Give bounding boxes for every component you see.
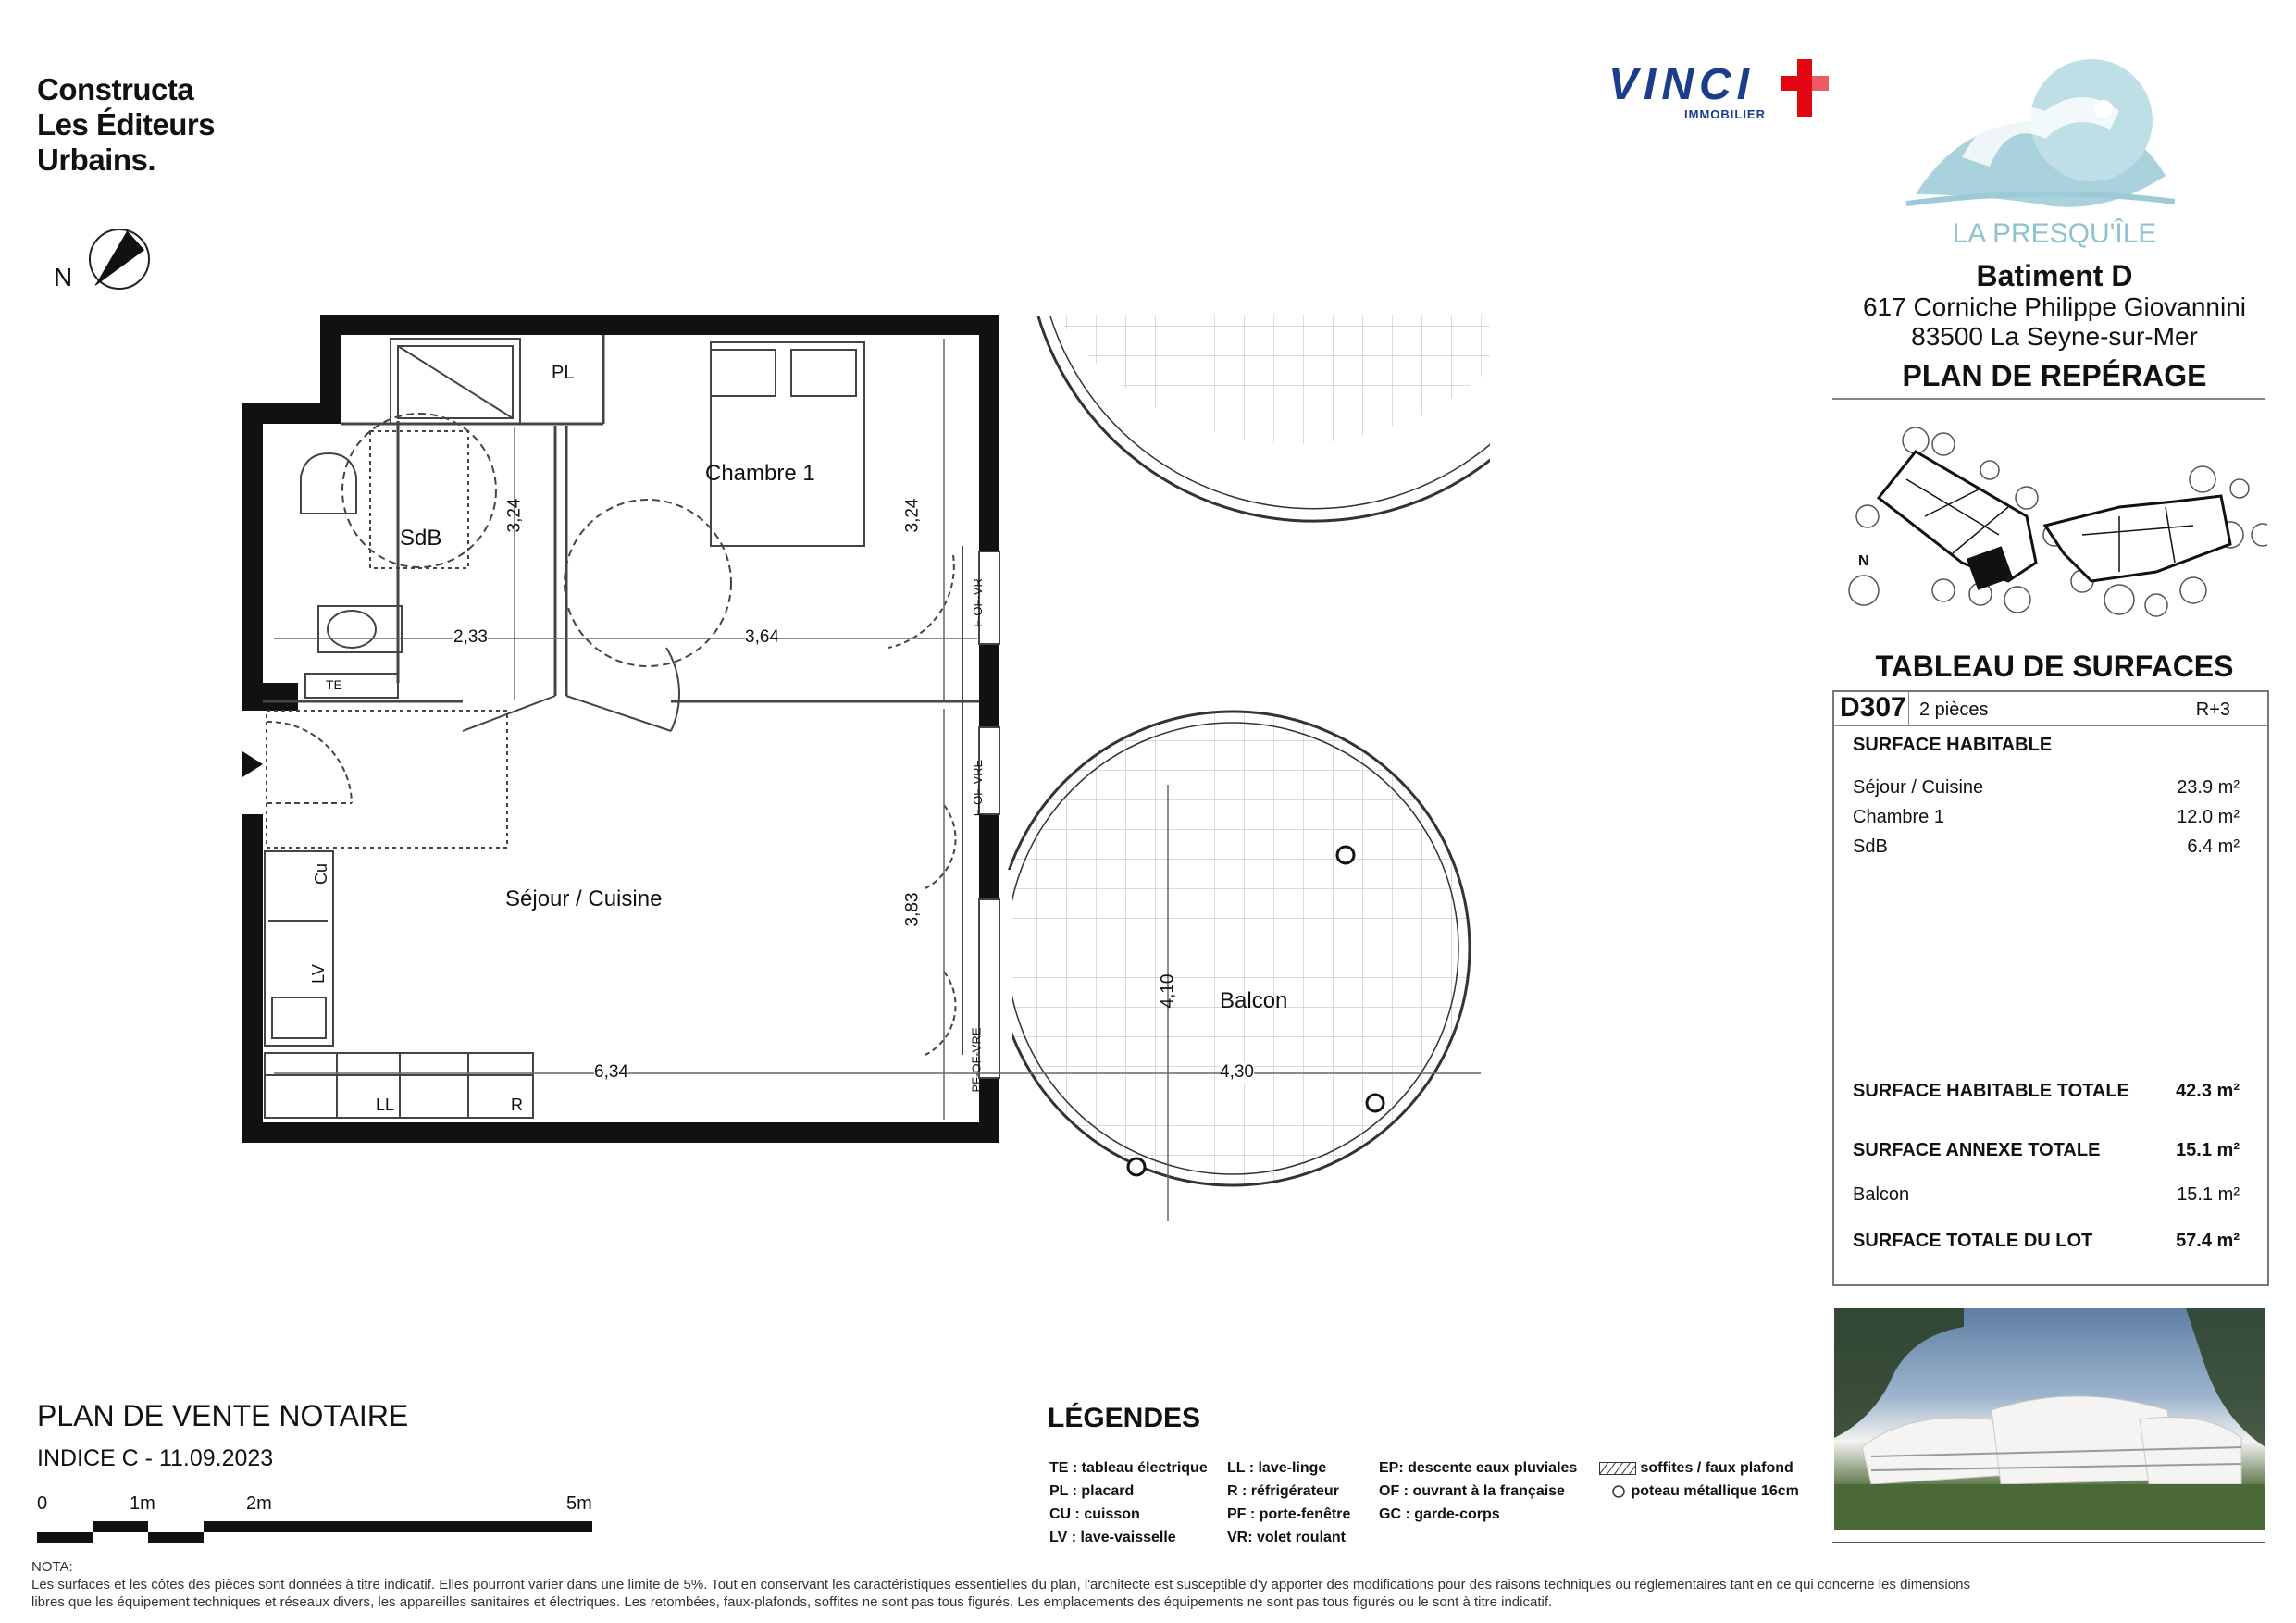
- dimension-balcon-height: 4,10: [1158, 973, 1178, 1009]
- vinci-subtitle: IMMOBILIER: [1684, 107, 1766, 121]
- surface-annexe-total-value: 15.1 m²: [2176, 1140, 2240, 1160]
- interior-partitions: [263, 335, 979, 701]
- legend-item: LL : lave-linge: [1227, 1460, 1327, 1476]
- address-line-2: 83500 La Seyne-sur-Mer: [1911, 322, 2198, 351]
- nota-line-2: libres que les équipement techniques et réseaux divers, les appareilles sanitaires et électriques. Les retombées, faux-plafonds, soffites ne sont pas tous figurés. Les emplacements des équipements ne sont pas tous figurés ou le sont à titre indicatif.: [31, 1594, 1553, 1610]
- dimension-sejour-height: 3,83: [902, 892, 923, 927]
- scale-bar: [37, 1518, 592, 1545]
- lave-vaisselle-label: LV: [308, 964, 328, 984]
- tableau-electrique-label: TE: [326, 677, 342, 692]
- floor-plan: [231, 305, 1490, 1249]
- legend-item: PF : porte-fenêtre: [1227, 1506, 1351, 1522]
- site-plan: [1842, 424, 2267, 618]
- legend-item-poteau: [1599, 1480, 1799, 1503]
- legend-column-2: [1227, 1456, 1350, 1549]
- surface-lot-total-value: 57.4 m²: [2176, 1231, 2240, 1251]
- window-label-sejour: F-OF-VRE: [971, 759, 986, 817]
- legend-item-soffites: [1599, 1456, 1799, 1480]
- dimension-balcon-width: 4,30: [1220, 1062, 1254, 1082]
- surfaces-table-title: TABLEAU DE SURFACES: [1875, 650, 2234, 683]
- legend-item: CU : cuisson: [1049, 1506, 1140, 1522]
- building-name: Batiment D: [1976, 259, 2133, 292]
- nota-disclaimer: [31, 1558, 2271, 1611]
- vinci-wordmark: VINCI: [1608, 60, 1756, 109]
- legend-column-3: [1379, 1456, 1577, 1526]
- programme-name: LA PRESQU'ÎLE: [1952, 218, 2157, 249]
- balcony-area: [994, 712, 1477, 1194]
- surface-row-value: 23.9 m²: [2177, 777, 2240, 798]
- legend-item-text: poteau métallique 16cm: [1631, 1483, 1799, 1499]
- legend-item: EP: descente eaux pluviales: [1379, 1460, 1578, 1476]
- surface-row: [1853, 836, 2240, 858]
- surface-habitable-total-value: 42.3 m²: [2176, 1081, 2240, 1101]
- surface-row-name: Balcon: [1853, 1184, 1910, 1205]
- surface-row-value: 15.1 m²: [2177, 1184, 2240, 1205]
- surface-row: [1853, 807, 2240, 828]
- lot-number: D307: [1840, 692, 1906, 723]
- scale-label-0: 0: [37, 1493, 48, 1514]
- vinci-immobilier-logo: [1608, 59, 1766, 121]
- legend-title: LÉGENDES: [1048, 1403, 1201, 1433]
- scale-label-2m: 2m: [246, 1493, 272, 1514]
- surface-habitable-total-row: [1853, 1081, 2240, 1102]
- surface-lot-total-row: [1853, 1231, 2240, 1252]
- dimension-sdb-width: 2,33: [453, 627, 488, 647]
- lot-pieces: 2 pièces: [1919, 700, 1989, 720]
- scale-label-5m: 5m: [566, 1493, 592, 1514]
- surface-row-name: Séjour / Cuisine: [1853, 777, 1984, 798]
- address-line-1: 617 Corniche Philippe Giovannini: [1862, 292, 2247, 321]
- surface-annexe-total-label: SURFACE ANNEXE TOTALE: [1853, 1140, 2101, 1160]
- kitchen-counters: [265, 711, 533, 1118]
- refrigerateur-label: R: [511, 1096, 523, 1114]
- legend-item: R : réfrigérateur: [1227, 1483, 1339, 1499]
- legend-item-text: soffites / faux plafond: [1640, 1460, 1793, 1476]
- room-label-sejour: Séjour / Cuisine: [505, 886, 663, 911]
- nota-title: NOTA:: [31, 1559, 73, 1575]
- compass-north-label: N: [54, 263, 73, 291]
- plan-indice: INDICE C - 11.09.2023: [37, 1445, 274, 1471]
- surface-annexe-total-row: [1853, 1140, 2240, 1161]
- window-label-chambre: F-OF-VR: [970, 578, 985, 627]
- dimension-chambre-width: 3,64: [745, 627, 779, 647]
- lave-linge-label: LL: [376, 1096, 395, 1114]
- lot-level: R+3: [2195, 700, 2230, 720]
- hatch-swatch-icon: [1599, 1462, 1636, 1475]
- la-presquile-emblem: [1906, 56, 2175, 213]
- building-rendering-image: [1834, 1308, 2265, 1530]
- surfaces-table-header: [1834, 692, 2267, 726]
- surface-row: [1853, 777, 2240, 799]
- surface-row-name: Chambre 1: [1853, 807, 1944, 827]
- placard-label: PL: [552, 363, 575, 383]
- nota-line-1: Les surfaces et les côtes des pièces sont données à titre indicatif. Elles pourront varier dans une limite de 5%. Tout en conservant les caractéristiques essentielles du plan, l'architecte est susceptible d'y apporter des modifications pour des raisons techniques ou réglementaires tant en ce qui concerne les dimensions: [31, 1577, 1970, 1592]
- surface-habitable-total-label: SURFACE HABITABLE TOTALE: [1853, 1081, 2129, 1101]
- legend-item: OF : ouvrant à la française: [1379, 1483, 1565, 1499]
- legend-item: VR: volet roulant: [1227, 1530, 1347, 1545]
- surface-row: [1853, 1184, 2240, 1206]
- neighbour-balcony: [1018, 315, 1490, 521]
- legend-column-1: [1049, 1456, 1208, 1549]
- legend-column-4: [1599, 1456, 1799, 1503]
- bathroom-fixtures: [301, 339, 864, 698]
- dimension-sejour-width: 6,34: [594, 1062, 628, 1082]
- room-label-chambre: Chambre 1: [705, 461, 815, 486]
- plan-reperage-title: PLAN DE REPÉRAGE: [1902, 359, 2207, 392]
- constructa-logo: [37, 72, 215, 178]
- cuisson-label: Cu: [312, 862, 331, 886]
- surfaces-table: [1832, 690, 2269, 1286]
- divider: [1908, 692, 1909, 725]
- scale-label-1m: 1m: [130, 1493, 155, 1514]
- site-plan-north-label: N: [1858, 553, 1869, 569]
- legend-item: LV : lave-vaisselle: [1049, 1530, 1176, 1545]
- surface-row-value: 6.4 m²: [2187, 836, 2240, 857]
- divider: [1832, 1542, 2265, 1543]
- window-label-balcon: PF-OF-VRE: [969, 1027, 984, 1093]
- divider: [1832, 398, 2265, 400]
- surface-habitable-heading: SURFACE HABITABLE: [1853, 735, 2053, 755]
- surface-row-value: 12.0 m²: [2177, 807, 2240, 827]
- entrance-arrow-icon: [242, 751, 263, 777]
- room-label-sdb: SdB: [400, 526, 442, 551]
- constructa-logo-line2: Les Éditeurs: [37, 107, 216, 142]
- legend-item: PL : placard: [1049, 1483, 1135, 1499]
- dimension-sdb-height: 3,24: [504, 498, 525, 533]
- surface-lot-total-label: SURFACE TOTALE DU LOT: [1853, 1231, 2093, 1251]
- legend-item: GC : garde-corps: [1379, 1506, 1500, 1522]
- room-label-balcon: Balcon: [1220, 988, 1288, 1013]
- doors: [463, 546, 962, 1055]
- exterior-walls: [242, 315, 999, 1143]
- constructa-logo-line3: Urbains.: [37, 142, 156, 177]
- surface-row-name: SdB: [1853, 836, 1888, 857]
- column-circle-icon: [1610, 1483, 1627, 1500]
- constructa-logo-line1: Constructa: [37, 72, 194, 106]
- dimension-chambre-height: 3,24: [902, 498, 923, 533]
- vinci-cross-icon: [1781, 59, 1831, 118]
- plan-vente-title: PLAN DE VENTE NOTAIRE: [37, 1399, 409, 1432]
- legend-item: TE : tableau électrique: [1049, 1460, 1208, 1476]
